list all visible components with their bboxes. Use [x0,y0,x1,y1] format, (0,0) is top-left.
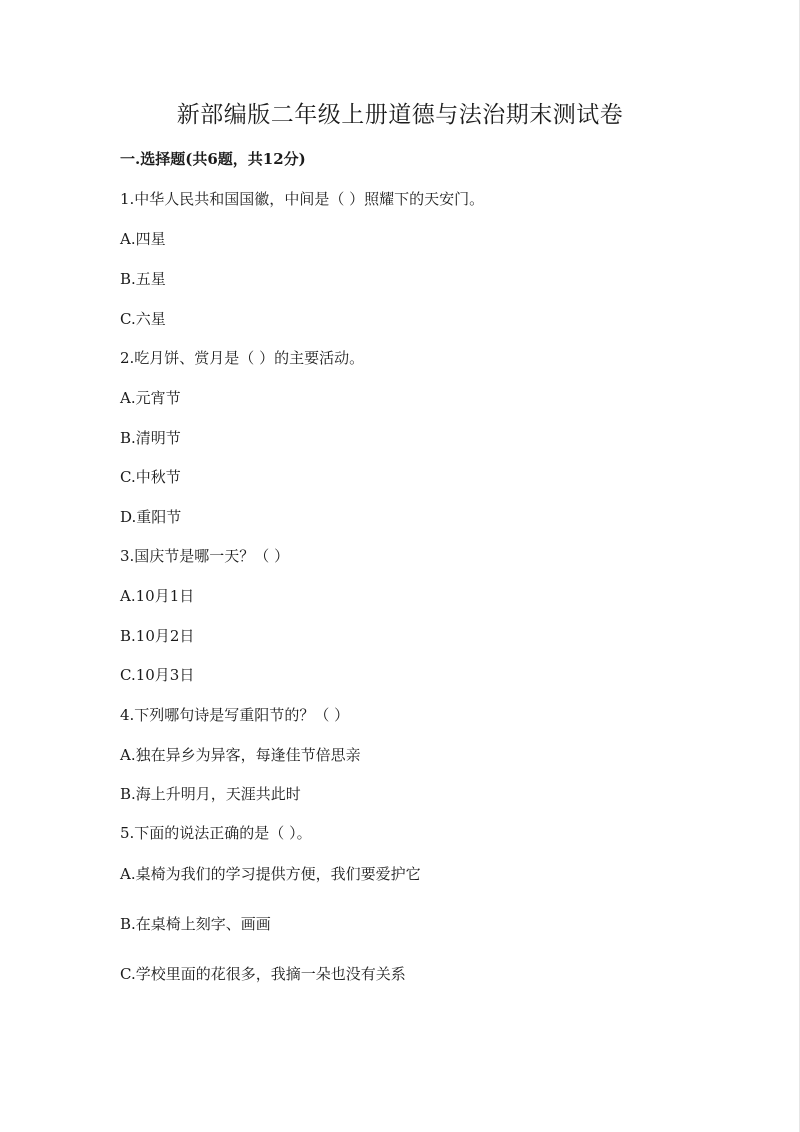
page-title: 新部编版二年级上册道德与法治期末测试卷 [176,102,624,128]
section-heading: 一.选择题(共6题，共12分) [120,150,306,168]
question-stem-5: 5.下面的说法正确的是（ ）。 [120,824,312,842]
question-stem-3: 3.国庆节是哪一天？（ ） [120,547,290,565]
option-4b: B.海上升明月，天涯共此时 [120,785,301,803]
option-5c: C.学校里面的花很多，我摘一朵也没有关系 [120,965,406,983]
option-1b: B.五星 [120,270,166,288]
option-3b: B.10月2日 [120,627,195,645]
question-stem-2: 2.吃月饼、赏月是（ ）的主要活动。 [120,349,365,367]
option-2b: B.清明节 [120,429,181,447]
option-1a: A.四星 [120,230,166,248]
option-4a: A.独在异乡为异客，每逢佳节倍思亲 [120,746,361,764]
option-3c: C.10月3日 [120,666,195,684]
option-2c: C.中秋节 [120,468,181,486]
option-2d: D.重阳节 [120,508,182,526]
question-stem-4: 4.下列哪句诗是写重阳节的？（ ） [120,706,350,724]
option-3a: A.10月1日 [120,587,195,605]
question-stem-1: 1.中华人民共和国国徽，中间是（ ）照耀下的天安门。 [120,190,485,208]
option-2a: A.元宵节 [120,389,181,407]
option-5a: A.桌椅为我们的学习提供方便，我们要爱护它 [120,865,421,883]
option-1c: C.六星 [120,310,166,328]
option-5b: B.在桌椅上刻字、画画 [120,915,271,933]
